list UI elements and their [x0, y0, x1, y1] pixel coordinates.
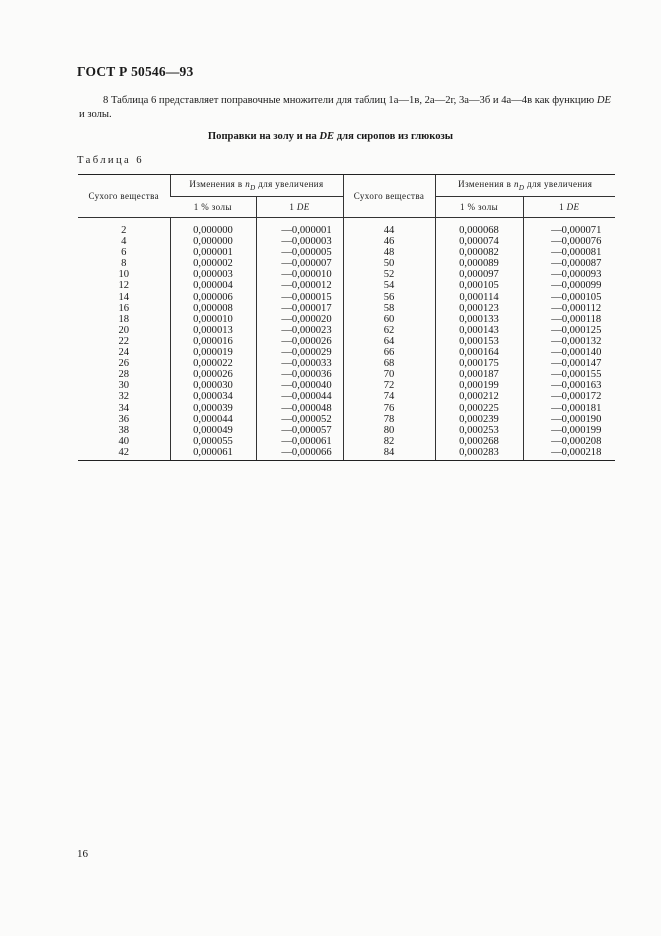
left-de-correction-cell: —0,000061	[256, 436, 343, 447]
left-dry-matter-cell: 24	[118, 347, 130, 359]
left-de-correction-cell: —0,000040	[256, 380, 343, 391]
header-change-var: n	[245, 179, 251, 190]
table-row	[78, 336, 615, 347]
header-change-left	[170, 175, 343, 197]
subheader-ash-right: 1 % золы	[435, 197, 523, 218]
left-ash-correction-cell: 0,000000	[170, 236, 256, 247]
left-de-correction-cell: —0,000015	[256, 292, 343, 303]
right-de-correction-cell: —0,000163	[523, 380, 615, 391]
left-de-correction-cell: —0,000020	[256, 314, 343, 325]
subheader-de-prefix: 1	[559, 202, 567, 212]
right-de-correction-cell: —0,000076	[523, 236, 615, 247]
table-row	[78, 369, 615, 380]
table-row	[78, 380, 615, 391]
header-dry-left: Сухого вещества	[78, 175, 170, 218]
right-ash-correction-cell: 0,000074	[435, 236, 523, 247]
left-ash-correction-cell: 0,000000	[170, 218, 256, 237]
right-ash-correction-cell: 0,000268	[435, 436, 523, 447]
right-dry-matter-cell: 44	[343, 218, 435, 237]
right-de-correction-cell: —0,000112	[523, 303, 615, 314]
left-ash-correction-cell: 0,000010	[170, 314, 256, 325]
left-ash-correction-cell: 0,000013	[170, 325, 256, 336]
left-dry-matter-cell: 16	[118, 302, 130, 314]
right-dry-matter-cell: 48	[343, 247, 435, 258]
right-ash-correction-cell: 0,000175	[435, 358, 523, 369]
right-ash-correction-cell: 0,000187	[435, 369, 523, 380]
right-ash-correction-cell: 0,000114	[435, 292, 523, 303]
left-dry-matter-cell: 28	[118, 369, 130, 381]
table-row	[78, 447, 615, 461]
right-de-correction-cell: —0,000099	[523, 280, 615, 291]
table-row	[78, 414, 615, 425]
table-row	[78, 303, 615, 314]
header-change-prefix: Изменения в	[458, 179, 514, 190]
right-de-correction-cell: —0,000218	[523, 447, 615, 461]
left-ash-correction-cell: 0,000003	[170, 269, 256, 280]
right-ash-correction-cell: 0,000283	[435, 447, 523, 461]
caption-de: DE	[319, 131, 335, 142]
table-caption	[0, 131, 661, 142]
right-dry-matter-cell: 60	[343, 314, 435, 325]
right-de-correction-cell: —0,000181	[523, 403, 615, 414]
right-ash-correction-cell: 0,000082	[435, 247, 523, 258]
subheader-de-right	[523, 197, 615, 218]
right-de-correction-cell: —0,000071	[523, 218, 615, 237]
left-ash-correction-cell: 0,000049	[170, 425, 256, 436]
table-row	[78, 258, 615, 269]
right-ash-correction-cell: 0,000239	[435, 414, 523, 425]
left-ash-correction-cell: 0,000030	[170, 380, 256, 391]
right-de-correction-cell: —0,000155	[523, 369, 615, 380]
left-de-correction-cell: —0,000044	[256, 391, 343, 402]
left-ash-correction-cell: 0,000044	[170, 414, 256, 425]
left-dry-matter-cell: 32	[118, 391, 130, 403]
right-ash-correction-cell: 0,000153	[435, 336, 523, 347]
right-ash-correction-cell: 0,000164	[435, 347, 523, 358]
left-de-correction-cell: —0,000036	[256, 369, 343, 380]
left-de-correction-cell: —0,000012	[256, 280, 343, 291]
right-de-correction-cell: —0,000132	[523, 336, 615, 347]
left-de-correction-cell: —0,000017	[256, 303, 343, 314]
left-ash-correction-cell: 0,000022	[170, 358, 256, 369]
left-dry-matter-cell: 4	[121, 236, 127, 248]
left-ash-correction-cell: 0,000034	[170, 391, 256, 402]
left-dry-matter-cell: 6	[121, 247, 127, 259]
right-dry-matter-cell: 84	[343, 447, 435, 461]
left-de-correction-cell: —0,000052	[256, 414, 343, 425]
left-dry-matter-cell: 22	[118, 335, 130, 347]
right-ash-correction-cell: 0,000068	[435, 218, 523, 237]
left-ash-correction-cell: 0,000016	[170, 336, 256, 347]
paragraph-8	[79, 94, 619, 122]
right-de-correction-cell: —0,000147	[523, 358, 615, 369]
header-change-sub: D	[518, 183, 525, 192]
right-de-correction-cell: —0,000118	[523, 314, 615, 325]
left-dry-matter-cell: 8	[121, 258, 127, 270]
right-ash-correction-cell: 0,000097	[435, 269, 523, 280]
right-de-correction-cell: —0,000190	[523, 414, 615, 425]
right-ash-correction-cell: 0,000212	[435, 391, 523, 402]
corrections-table	[78, 174, 615, 461]
right-dry-matter-cell: 78	[343, 414, 435, 425]
table-row	[78, 425, 615, 436]
left-dry-matter-cell: 38	[118, 424, 130, 436]
subheader-de-value: DE	[566, 202, 580, 212]
left-ash-correction-cell: 0,000006	[170, 292, 256, 303]
left-de-correction-cell: —0,000048	[256, 403, 343, 414]
right-dry-matter-cell: 74	[343, 391, 435, 402]
header-change-var: n	[513, 179, 519, 190]
table-row	[78, 247, 615, 258]
right-dry-matter-cell: 80	[343, 425, 435, 436]
right-dry-matter-cell: 64	[343, 336, 435, 347]
left-de-correction-cell: —0,000033	[256, 358, 343, 369]
left-de-correction-cell: —0,000057	[256, 425, 343, 436]
right-de-correction-cell: —0,000172	[523, 391, 615, 402]
right-dry-matter-cell: 72	[343, 380, 435, 391]
left-ash-correction-cell: 0,000001	[170, 247, 256, 258]
table-row	[78, 314, 615, 325]
left-dry-matter-cell: 12	[118, 280, 130, 292]
right-ash-correction-cell: 0,000089	[435, 258, 523, 269]
paragraph-text-before: 8 Таблица 6 представляет поправочные множители для таблиц 1а—1в, 2а—2г, 3а—3б и 4а—4в как функцию	[103, 95, 597, 106]
right-dry-matter-cell: 56	[343, 292, 435, 303]
table-row	[78, 292, 615, 303]
header-change-sub: D	[250, 183, 256, 192]
left-dry-matter-cell: 36	[118, 413, 130, 425]
right-de-correction-cell: —0,000081	[523, 247, 615, 258]
right-dry-matter-cell: 54	[343, 280, 435, 291]
left-dry-matter-cell: 18	[118, 313, 130, 325]
right-ash-correction-cell: 0,000143	[435, 325, 523, 336]
right-de-correction-cell: —0,000087	[523, 258, 615, 269]
left-de-correction-cell: —0,000001	[256, 218, 343, 237]
left-ash-correction-cell: 0,000008	[170, 303, 256, 314]
header-change-suffix: для увеличения	[524, 179, 593, 190]
table-row	[78, 218, 615, 237]
right-de-correction-cell: —0,000125	[523, 325, 615, 336]
right-ash-correction-cell: 0,000133	[435, 314, 523, 325]
subheader-ash-left: 1 % золы	[170, 197, 256, 218]
table-row	[78, 347, 615, 358]
left-dry-matter-cell: 14	[118, 291, 130, 303]
subheader-de-prefix: 1	[289, 202, 297, 212]
left-ash-correction-cell: 0,000002	[170, 258, 256, 269]
caption-after: для сиропов из глюкозы	[334, 131, 454, 142]
table-body	[78, 218, 615, 461]
table-row	[78, 236, 615, 247]
left-ash-correction-cell: 0,000039	[170, 403, 256, 414]
table-row	[78, 325, 615, 336]
right-dry-matter-cell: 70	[343, 369, 435, 380]
left-de-correction-cell: —0,000026	[256, 336, 343, 347]
left-de-correction-cell: —0,000003	[256, 236, 343, 247]
table-row	[78, 436, 615, 447]
document-header: ГОСТ Р 50546—93	[77, 64, 194, 79]
right-dry-matter-cell: 76	[343, 403, 435, 414]
right-dry-matter-cell: 58	[343, 303, 435, 314]
right-de-correction-cell: —0,000208	[523, 436, 615, 447]
right-dry-matter-cell: 50	[343, 258, 435, 269]
table-row	[78, 358, 615, 369]
table-label: Таблица 6	[77, 155, 144, 166]
left-dry-matter-cell: 34	[118, 402, 130, 414]
right-de-correction-cell: —0,000105	[523, 292, 615, 303]
left-de-correction-cell: —0,000010	[256, 269, 343, 280]
right-dry-matter-cell: 66	[343, 347, 435, 358]
right-dry-matter-cell: 62	[343, 325, 435, 336]
right-de-correction-cell: —0,000093	[523, 269, 615, 280]
header-change-suffix: для увеличения	[255, 179, 324, 190]
left-de-correction-cell: —0,000005	[256, 247, 343, 258]
right-dry-matter-cell: 46	[343, 236, 435, 247]
right-ash-correction-cell: 0,000225	[435, 403, 523, 414]
right-ash-correction-cell: 0,000123	[435, 303, 523, 314]
left-de-correction-cell: —0,000029	[256, 347, 343, 358]
left-ash-correction-cell: 0,000055	[170, 436, 256, 447]
page-number: 16	[77, 848, 88, 860]
left-ash-correction-cell: 0,000026	[170, 369, 256, 380]
left-dry-matter-cell: 40	[118, 435, 130, 447]
header-change-right	[435, 175, 615, 197]
right-dry-matter-cell: 82	[343, 436, 435, 447]
left-ash-correction-cell: 0,000061	[170, 447, 256, 461]
table-row	[78, 391, 615, 402]
right-ash-correction-cell: 0,000253	[435, 425, 523, 436]
paragraph-text-after: и золы.	[79, 109, 112, 120]
left-de-correction-cell: —0,000066	[256, 447, 343, 461]
left-de-correction-cell: —0,000023	[256, 325, 343, 336]
table-row	[78, 280, 615, 291]
right-de-correction-cell: —0,000199	[523, 425, 615, 436]
left-dry-matter-cell: 42	[78, 447, 170, 461]
left-dry-matter-cell: 30	[118, 380, 130, 392]
right-ash-correction-cell: 0,000105	[435, 280, 523, 291]
left-dry-matter-cell: 20	[118, 324, 130, 336]
left-ash-correction-cell: 0,000004	[170, 280, 256, 291]
right-ash-correction-cell: 0,000199	[435, 380, 523, 391]
subheader-de-value: DE	[296, 202, 310, 212]
subheader-de-left	[256, 197, 343, 218]
left-dry-matter-cell: 10	[118, 269, 130, 281]
caption-before: Поправки на золу и на	[207, 131, 320, 142]
header-change-prefix: Изменения в	[189, 179, 246, 190]
left-ash-correction-cell: 0,000019	[170, 347, 256, 358]
right-dry-matter-cell: 68	[343, 358, 435, 369]
paragraph-de: DE	[596, 95, 611, 106]
table-row	[78, 403, 615, 414]
left-dry-matter-cell: 2	[121, 225, 127, 236]
header-dry-right: Сухого вещества	[343, 175, 435, 218]
left-dry-matter-cell: 26	[118, 358, 130, 370]
table-row	[78, 269, 615, 280]
left-de-correction-cell: —0,000007	[256, 258, 343, 269]
right-de-correction-cell: —0,000140	[523, 347, 615, 358]
right-dry-matter-cell: 52	[343, 269, 435, 280]
